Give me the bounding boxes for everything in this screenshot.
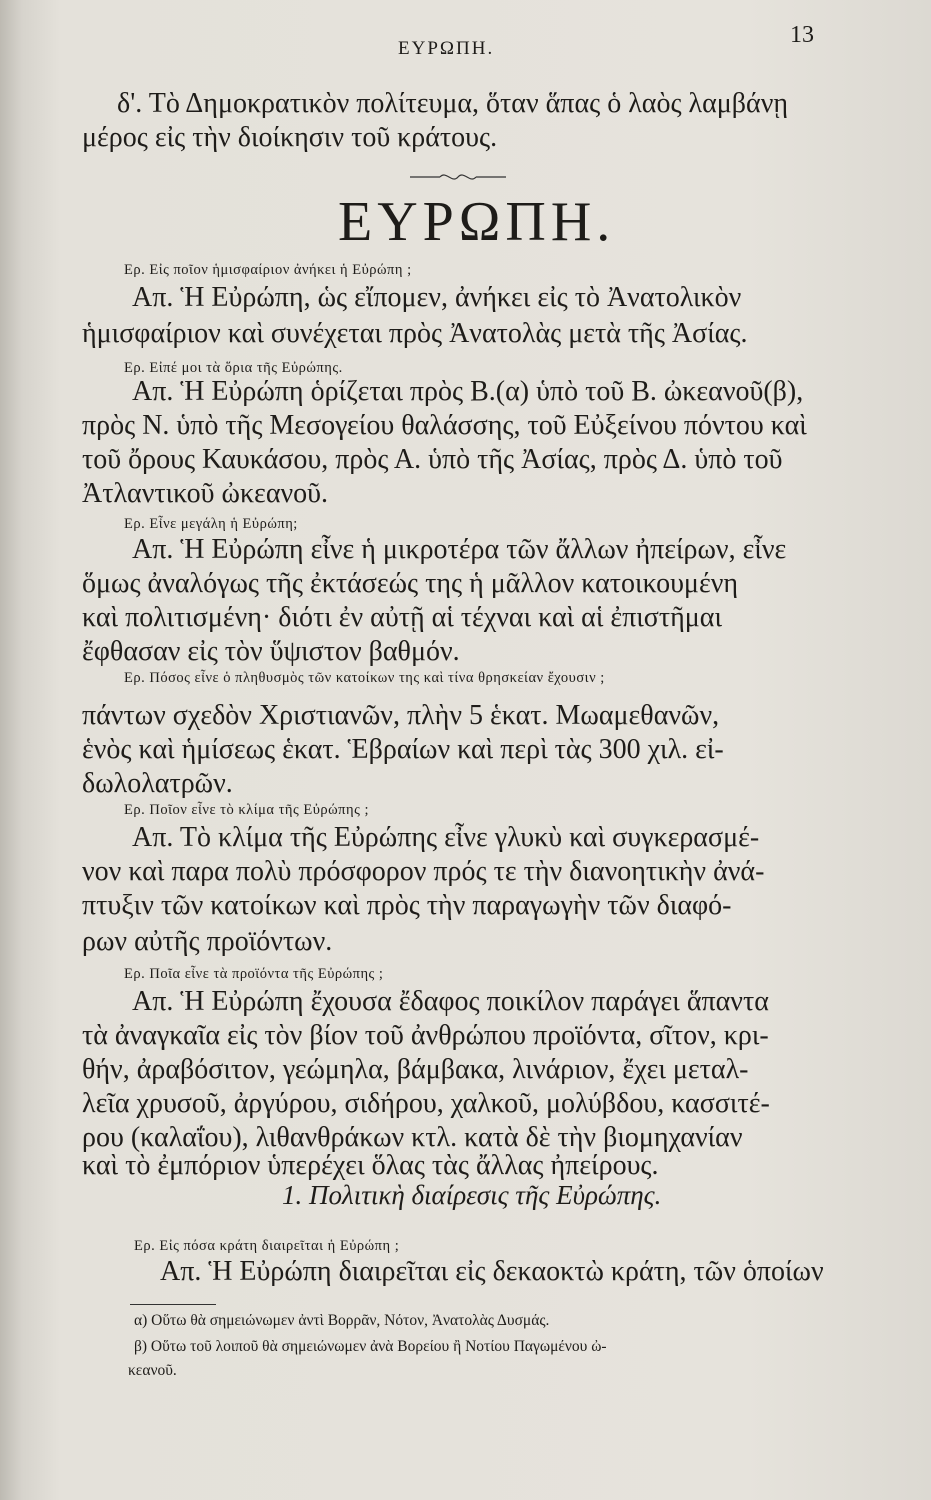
answer-4-line-2: ἑνὸς καὶ ἡμίσεως ἑκατ. Ἑβραίων καὶ περὶ τὰς 300 χιλ. εἰ- (82, 734, 724, 765)
answer-2-line-1: Απ. Ἡ Εὐρώπη ὁρίζεται πρὸς Β.(α) ὑπὸ τοῦ Β. ὠκεανοῦ(β), (132, 376, 804, 407)
question-3: Ερ. Εἶνε μεγάλη ἡ Εὐρώπη; (124, 516, 298, 532)
running-head: ΕΥΡΩΠΗ. (398, 38, 495, 59)
footnote-b: β) Οὕτω τοῦ λοιποῦ θὰ σημειώνωμεν ἀνὰ Βορείου ἢ Νοτίου Παγωμένου ὠ- (134, 1338, 607, 1355)
answer-4-line-3: δωλολατρῶν. (82, 768, 233, 799)
ornament-divider-icon (410, 170, 506, 184)
page-header (0, 22, 931, 62)
footnote-b-cont: κεανοῦ. (128, 1362, 177, 1379)
answer-5-line-1: Απ. Τὸ κλίμα τῆς Εὐρώπης εἶνε γλυκὺ καὶ συγκερασμέ- (132, 822, 760, 853)
question-5: Ερ. Ποῖον εἶνε τὸ κλίμα τῆς Εὐρώπης ; (124, 802, 369, 818)
section-question: Ερ. Εἰς πόσα κράτη διαιρεῖται ἡ Εὐρώπη ; (134, 1238, 400, 1254)
footnote-rule (130, 1304, 216, 1305)
answer-6-line-2: τὰ ἀναγκαῖα εἰς τὸν βίον τοῦ ἀνθρώπου προϊόντα, σῖτον, κρι- (82, 1020, 769, 1051)
answer-3-line-4: ἔφθασαν εἰς τὸν ὕψιστον βαθμόν. (82, 636, 460, 667)
answer-3-line-3: καὶ πολιτισμένη· διότι ἐν αὐτῇ αἱ τέχναι καὶ αἱ ἐπιστῆμαι (82, 602, 723, 633)
intro-line-1: δ'. Τὸ Δημοκρατικὸν πολίτευμα, ὅταν ἅπας ὁ λαὸς λαμβάνῃ (117, 88, 789, 119)
question-1: Ερ. Εἰς ποῖον ἡμισφαίριον ἀνήκει ἡ Εὐρώπη ; (124, 262, 412, 278)
answer-5-line-4: ρων αὐτῆς προϊόντων. (82, 926, 333, 957)
footnote-a: α) Οὕτω θὰ σημειώνωμεν ἀντὶ Βορρᾶν, Νότον, Ἀνατολὰς Δυσμάς. (134, 1312, 550, 1329)
page-number: 13 (790, 22, 814, 48)
answer-1-line-2: ἡμισφαίριον καὶ συνέχεται πρὸς Ἀνατολὰς μετὰ τῆς Ἀσίας. (82, 318, 748, 349)
question-6: Ερ. Ποῖα εἶνε τὰ προϊόντα τῆς Εὐρώπης ; (124, 966, 384, 982)
answer-2-line-4: Ἀτλαντικοῦ ὠκεανοῦ. (82, 478, 329, 509)
answer-6-line-4: λεῖα χρυσοῦ, ἀργύρου, σιδήρου, χαλκοῦ, μολύβδου, κασσιτέ- (82, 1088, 770, 1119)
question-2: Ερ. Εἰπέ μοι τὰ ὅρια τῆς Εὐρώπης. (124, 360, 343, 376)
answer-1-line-1: Απ. Ἡ Εὐρώπη, ὡς εἴπομεν, ἀνήκει εἰς τὸ Ἀνατολικὸν (132, 282, 742, 313)
answer-5-line-2: νον καὶ παρα πολὺ πρόσφορον πρός τε τὴν διανοητικὴν ἀνά- (82, 856, 765, 887)
answer-6-line-5: ρου (καλαΐου), λιθανθράκων κτλ. κατὰ δὲ τὴν βιομηχανίαν (82, 1122, 743, 1153)
answer-6-line-1: Απ. Ἡ Εὐρώπη ἔχουσα ἔδαφος ποικίλον παράγει ἅπαντα (132, 986, 769, 1017)
chapter-title: ΕΥΡΩΠΗ. (338, 191, 616, 253)
answer-2-line-3: τοῦ ὄρους Καυκάσου, πρὸς Α. ὑπὸ τῆς Ἀσίας, πρὸς Δ. ὑπὸ τοῦ (82, 444, 783, 475)
section-title: 1. Πολιτικὴ διαίρεσις τῆς Εὐρώπης. (282, 1180, 662, 1210)
section-answer: Απ. Ἡ Εὐρώπη διαιρεῖται εἰς δεκαοκτὼ κράτη, τῶν ὁποίων (160, 1256, 824, 1287)
answer-3-line-2: ὅμως ἀναλόγως τῆς ἐκτάσεώς της ἡ μᾶλλον κατοικουμένη (82, 568, 739, 599)
answer-4-line-1: πάντων σχεδὸν Χριστιανῶν, πλὴν 5 ἑκατ. Μωαμεθανῶν, (82, 700, 720, 731)
answer-6-line-3: θήν, ἀραβόσιτον, γεώμηλα, βάμβακα, λινάριον, ἔχει μεταλ- (82, 1054, 749, 1085)
intro-line-2: μέρος εἰς τὴν διοίκησιν τοῦ κράτους. (82, 122, 498, 153)
question-4: Ερ. Πόσος εἶνε ὁ πληθυσμὸς τῶν κατοίκων της καὶ τίνα θρησκείαν ἔχουσιν ; (124, 670, 605, 686)
answer-5-line-3: πτυξιν τῶν κατοίκων καὶ πρὸς τὴν παραγωγὴν τῶν διαφό- (82, 890, 732, 921)
answer-6-line-6: καὶ τὸ ἐμπόριον ὑπερέχει ὅλας τὰς ἄλλας ἠπείρους. (82, 1150, 659, 1181)
answer-2-line-2: πρὸς Ν. ὑπὸ τῆς Μεσογείου θαλάσσης, τοῦ Εὐξείνου πόντου καὶ (82, 410, 807, 441)
answer-3-line-1: Απ. Ἡ Εὐρώπη εἶνε ἡ μικροτέρα τῶν ἄλλων ἠπείρων, εἶνε (132, 534, 787, 565)
